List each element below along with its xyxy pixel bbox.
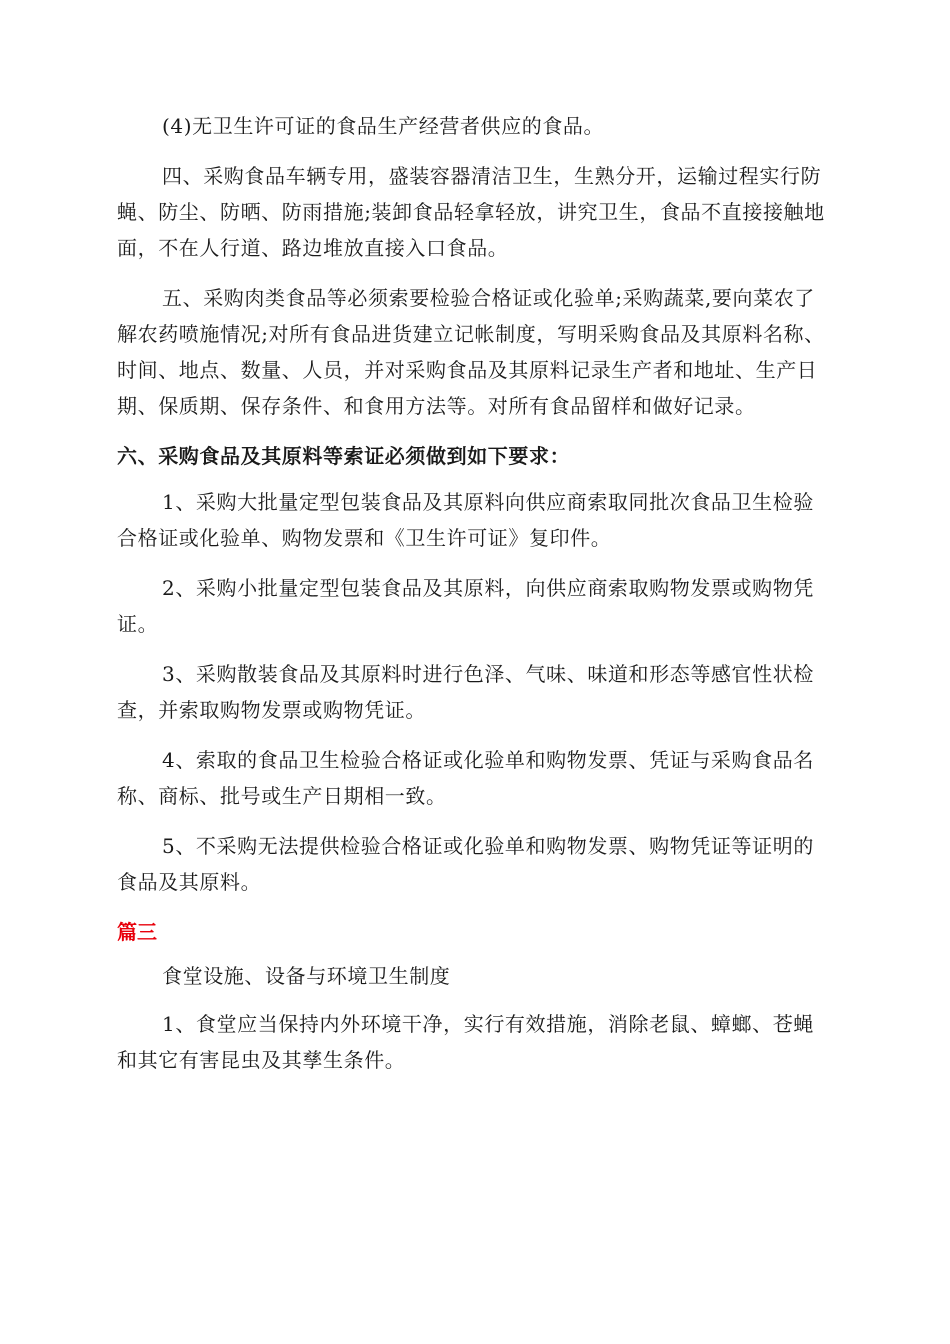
section-three-label: 篇三: [117, 920, 157, 944]
paragraph-item-4: (4)无卫生许可证的食品生产经营者供应的食品。: [162, 114, 605, 138]
section-six-item-4: 4、索取的食品卫生检验合格证或化验单和购物发票、凭证与采购食品名称、商标、批号或生产日期相一致。: [117, 748, 814, 808]
section-three-title: 食堂设施、设备与环境卫生制度: [162, 964, 451, 988]
paragraph-section-five: 五、采购肉类食品等必须索要检验合格证或化验单;采购蔬菜,要向菜农了解农药喷施情况;对所有食品进货建立记帐制度，写明采购食品及其原料名称、时间、地点、数量、人员，并对采购食品及其原料记录生产者和地址、生产日期、保质期、保存条件、和食用方法等。对所有食品留样和做好记录。: [117, 286, 825, 418]
section-three-item-1: 1、食堂应当保持内外环境干净，实行有效措施，消除老鼠、蟑螂、苍蝇和其它有害昆虫及其孳生条件。: [117, 1012, 814, 1072]
section-six-item-5: 5、不采购无法提供检验合格证或化验单和购物发票、购物凭证等证明的食品及其原料。: [117, 834, 814, 894]
section-six-item-2: 2、采购小批量定型包装食品及其原料，向供应商索取购物发票或购物凭证。: [117, 576, 814, 636]
paragraph-section-four: 四、采购食品车辆专用，盛装容器清洁卫生，生熟分开，运输过程实行防蝇、防尘、防晒、防雨措施;装卸食品轻拿轻放，讲究卫生，食品不直接接触地面，不在人行道、路边堆放直接入口食品。: [117, 164, 825, 260]
document-body: [117, 108, 830, 1092]
section-six-item-1: 1、采购大批量定型包装食品及其原料向供应商索取同批次食品卫生检验合格证或化验单、购物发票和《卫生许可证》复印件。: [117, 490, 814, 550]
section-six-heading: 六、采购食品及其原料等索证必须做到如下要求：: [117, 444, 571, 468]
section-six-item-3: 3、采购散装食品及其原料时进行色泽、气味、味道和形态等感官性状检查，并索取购物发票或购物凭证。: [117, 662, 814, 722]
